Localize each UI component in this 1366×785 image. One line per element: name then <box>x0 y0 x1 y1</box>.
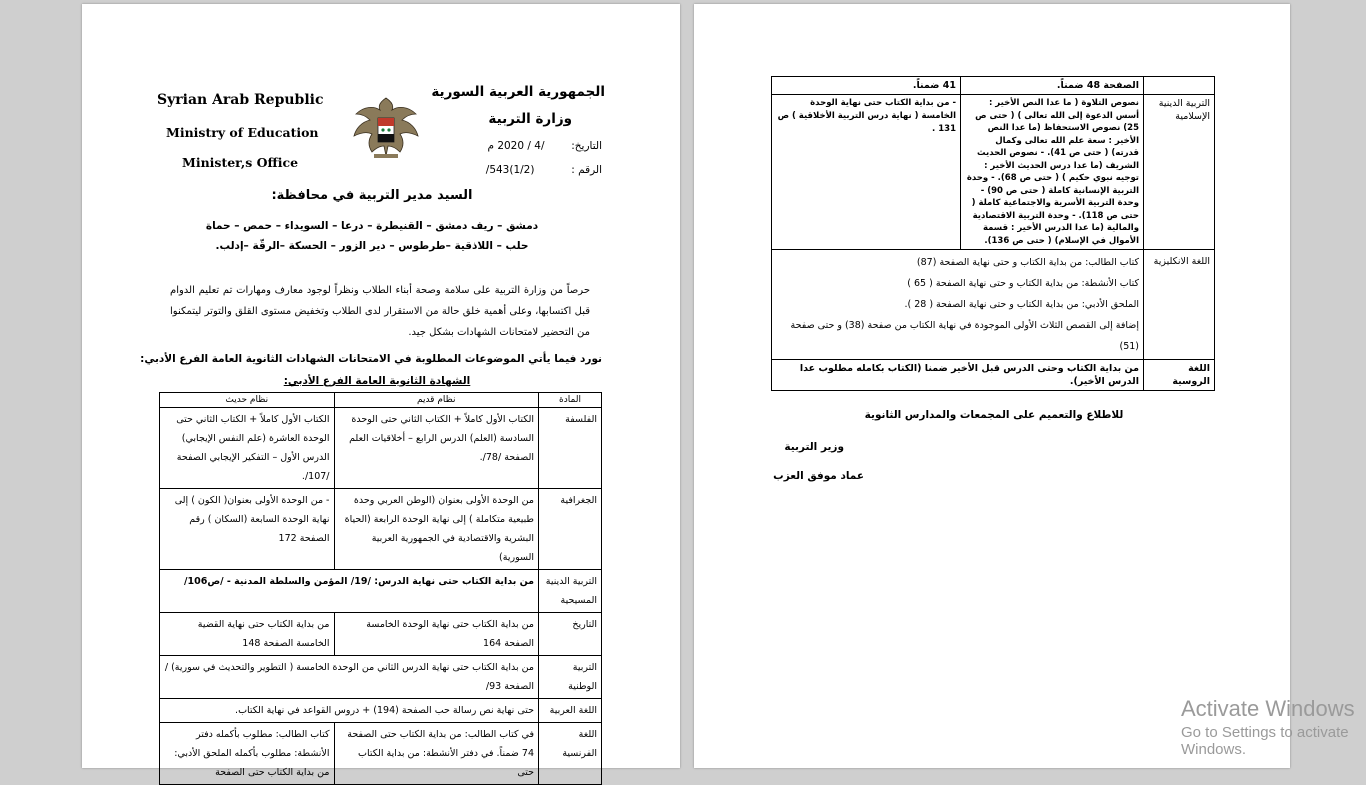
intro-paragraph: حرصاً من وزارة التربية على سلامة وصحة أبناء الطلاب ونظراً لوجود معارف ومهارات تم تعليم الدوام قبل اكتسابها، وعلى أهمية خلق حالة من الاستقرار لدى الطلاب وتخفيض مستوى القلق والتوتر ليتمكنوا من التحضير لامتحانات الشهادات بشكل جيد. <box>170 285 590 338</box>
english-activity-book-line: كتاب الأنشطة: من بداية الكتاب و حتى نهاية الصفحة ( 65 ) <box>907 278 1139 289</box>
merged-cell: من بداية الكتاب وحتى الدرس قبل الأخير ضمنا (الكتاب بكامله مطلوب عدا الدرس الأخير). <box>772 360 1144 391</box>
header-en-office: Minister,s Office <box>182 155 299 170</box>
signature-name: عماد موفق العزب <box>773 470 864 482</box>
table-row <box>772 360 1215 391</box>
header-en-republic: Syrian Arab Republic <box>157 92 324 108</box>
date-label: التاريخ: <box>571 140 602 152</box>
subject-cell <box>1144 77 1215 95</box>
number-line <box>486 164 602 176</box>
subject-cell: الفلسفة <box>539 408 602 489</box>
old-system-cell: في كتاب الطالب: من بداية الكتاب حتى الصفحة 74 ضمناً. في دفتر الأنشطة: من بداية الكتاب حتى <box>334 723 539 785</box>
new-system-cell: - من بداية الكتاب حتى نهاية الوحدة الخامسة ( نهاية درس التربية الأخلاقية ) ص 131 . <box>772 95 961 250</box>
merged-cell: حتى نهاية نص رسالة حب الصفحة (194) + دروس القواعد في نهاية الكتاب. <box>160 699 539 723</box>
table-row <box>160 570 602 613</box>
subject-cell: اللغة العربية <box>539 699 602 723</box>
table-row <box>160 613 602 656</box>
english-literary-appendix-line: الملحق الأدبي: من بداية الكتاب و حتى نهاية الصفحة ( 28 ). <box>904 299 1139 310</box>
header-en-ministry: Ministry of Education <box>166 125 319 140</box>
header-ar-republic: الجمهورية العربية السورية <box>431 84 605 100</box>
subjects-table-page-2 <box>771 76 1215 391</box>
english-student-book-line: كتاب الطالب: من بداية الكتاب و حتى نهاية الصفحة (87) <box>916 257 1139 268</box>
new-system-cell: الكتاب الأول كاملاً + الكتاب الثاني حتى الوحدة العاشرة (علم النفس الإيجابي) الدرس الأول – التفكير الإيجابي الصفحة /107/. <box>160 408 335 489</box>
table-row <box>160 723 602 785</box>
old-system-cell: من بداية الكتاب حتى نهاية الوحدة الخامسة الصفحة 164 <box>334 613 539 656</box>
closing-line: للاطلاع والتعميم على المجمعات والمدارس الثانوية <box>864 409 1124 421</box>
new-system-cell: من بداية الكتاب حتى نهاية القضية الخامسة الصفحة 148 <box>160 613 335 656</box>
new-system-cell: كتاب الطالب: مطلوب بأكمله دفتر الأنشطة: مطلوب بأكمله الملحق الأدبي: من بداية الكتاب حتى الصفحة <box>160 723 335 785</box>
english-stories-line: إضافة إلى القصص الثلاث الأولى الموجودة في نهاية الكتاب من صفحة (38) و حتى صفحة (51) <box>790 320 1139 352</box>
activation-watermark <box>1181 696 1366 758</box>
intro-line: نورد فيما يأتي الموضوعات المطلوبة في الامتحانات الشهادات الثانوية العامة الفرع الأدبي: <box>140 353 602 365</box>
old-system-cell: من الوحدة الأولى بعنوان (الوطن العربي وحدة طبيعية متكاملة ) إلى نهاية الوحدة الرابعة (الحياة البشرية والاقتصادية في الجمهورية العربية السورية) <box>334 489 539 570</box>
subject-cell: اللغة الفرنسية <box>539 723 602 785</box>
governorates-line-2: حلب – اللاذقية –طرطوس – دير الزور – الحسكة –الرقّة –إدلب. <box>215 240 529 252</box>
subject-cell: التاريخ <box>539 613 602 656</box>
merged-cell <box>772 250 1144 360</box>
new-system-cell: - من الوحدة الأولى بعنوان( الكون ) إلى نهاية الوحدة السابعة (السكان ) رقم الصفحة 172 <box>160 489 335 570</box>
merged-cell: من بداية الكتاب حتى نهاية الدرس: /19/ المؤمن والسلطة المدنية - /ص106/ <box>160 570 539 613</box>
subject-cell: اللغة الانكليزية <box>1144 250 1215 360</box>
syrian-eagle-emblem-icon <box>350 92 422 164</box>
subject-cell: الجغرافية <box>539 489 602 570</box>
document-page-2 <box>694 4 1290 768</box>
watermark-line-1: Activate Windows <box>1181 696 1355 721</box>
table-row <box>160 656 602 699</box>
table-row <box>160 699 602 723</box>
header-new-system: نظام حديث <box>160 393 335 408</box>
signature-title: وزير التربية <box>784 441 844 453</box>
new-system-cell: 41 ضمناً. <box>772 77 961 95</box>
subject-cell: اللغة الروسية <box>1144 360 1215 391</box>
header-ar-ministry: وزارة التربية <box>488 111 572 127</box>
table-row <box>772 77 1215 95</box>
merged-cell: من بداية الكتاب حتى نهاية الدرس الثاني من الوحدة الخامسة ( التطوير والتحديث في سورية) /الصفحة 93/ <box>160 656 539 699</box>
subject-cell: التربية الوطنية <box>539 656 602 699</box>
subject-cell: التربية الدينية المسيحية <box>539 570 602 613</box>
old-system-cell: الكتاب الأول كاملاً + الكتاب الثاني حتى الوحدة السادسة (العلم) الدرس الرابع – أخلاقيات العلم الصفحة /78/. <box>334 408 539 489</box>
header-old-system: نظام قديم <box>334 393 539 408</box>
table-title: الشهادة الثانوية العامة الفرع الأدبي: <box>283 375 471 387</box>
date-value: /4 / 2020 م <box>487 140 545 152</box>
watermark-line-2: Go to Settings to activate Windows. <box>1181 724 1349 758</box>
table-row <box>772 95 1215 250</box>
table-row <box>772 250 1215 360</box>
document-page-1 <box>82 4 680 778</box>
governorates-line-1: دمشق – ريف دمشق – القنيطرة – درعا – السويداء – حمص – حماة <box>205 220 539 232</box>
old-system-cell: نصوص التلاوة ( ما عدا النص الأخير : أسس الدعوة إلى الله تعالى ) ( حتى ص 25) نصوص الاستحفاظ (ما عدا النص الأخير : سعة علم الله تعالى وكمال قدرته) ( حتى ص 41). - نصوص الحديث الشريف (ما عدا درس الحديث الأخير : توجيه نبوي حكيم ) ( حتى ص 68). - وحدة التربية الإنسانية كاملة ( حتى ص 90) - وحدة التربية الأسرية والاجتماعية كاملة ( حتى ص 118). - وحدة التربية الاقتصادية والمالية (ما عدا الدرس الأخير : قسمة الأموال في الإسلام) ( حتى ص 136). <box>961 95 1144 250</box>
header-subject: المادة <box>539 393 602 408</box>
date-line <box>487 140 602 152</box>
table-row <box>160 408 602 489</box>
subject-cell: التربية الدينية الإسلامية <box>1144 95 1215 250</box>
table-header-row <box>160 393 602 408</box>
number-label: الرقم : <box>571 164 602 176</box>
old-system-cell: الصفحة 48 ضمناً. <box>961 77 1144 95</box>
number-value: (1/2)543/ <box>485 164 535 176</box>
table-row <box>160 489 602 570</box>
subjects-table-page-1 <box>159 392 602 785</box>
addressee: السيد مدير التربية في محافظة: <box>271 188 473 203</box>
